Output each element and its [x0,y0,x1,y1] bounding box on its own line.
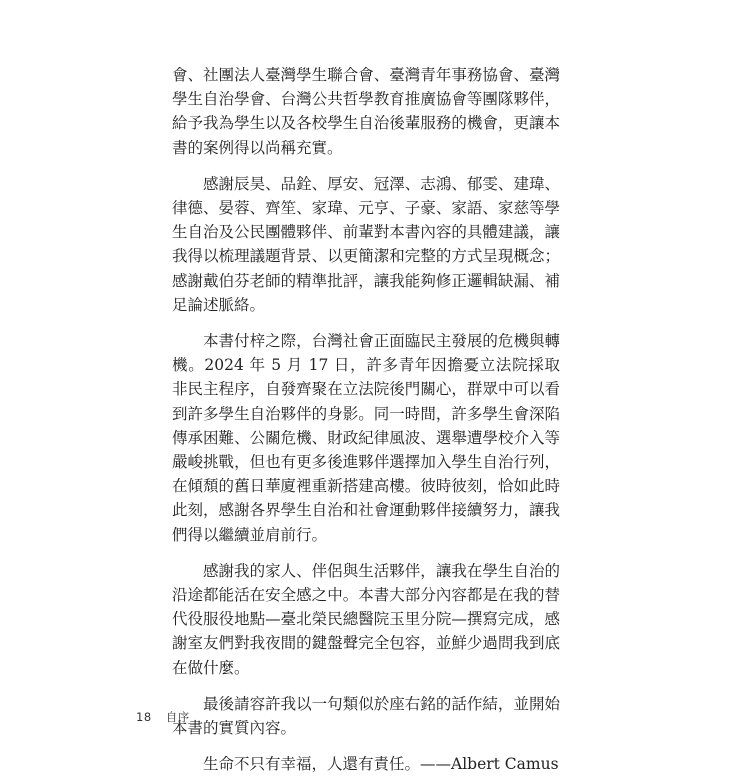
paragraph-closing: 最後請容許我以一句類似於座右銘的話作結，並開始本書的實質內容。 [172,694,560,738]
section-title: 自序 [165,710,190,724]
paragraph-acknowledgement-orgs: 會、社團法人臺灣學生聯合會、臺灣青年事務協會、臺灣學生自治學會、台灣公共哲學教育推廣協會等團隊夥伴，給予我為學生以及各校學生自治後輩服務的機會，更讓本書的案例得以尚稱充實。 [172,66,560,157]
body-text [172,63,560,776]
page-footer [136,709,190,725]
paragraph-acknowledgement-family: 感謝我的家人、伴侶與生活夥伴，讓我在學生自治的沿途都能活在安全感之中。本書大部分內容都是在我的替代役服役地點—臺北榮民總醫院玉里分院—撰寫完成，感謝室友們對我夜間的鍵盤聲完全包容，並鮮少過問我到底在做什麼。 [172,561,560,677]
page-number: 18 [136,710,152,724]
paragraph-democracy-context: 本書付梓之際，台灣社會正面臨民主發展的危機與轉機。2024 年 5 月 17 日，許多青年因擔憂立法院採取非民主程序，自發齊聚在立法院後門關心，群眾中可以看到許多學生自治夥伴的身影。同一時間，許多學生會深陷傳承困難、公關危機、財政紀律風波、選舉遭學校介入等嚴峻挑戰，但也有更多後進夥伴選擇加入學生自治行列，在傾頹的舊日華廈裡重新搭建高樓。彼時彼刻，恰如此時此刻，感謝各界學生自治和社會運動夥伴接續努力，讓我們得以繼續並肩前行。 [172,332,560,544]
paragraph-acknowledgement-peers: 感謝辰昊、品銓、厚安、冠澤、志鴻、郁雯、建瑋、律德、晏蓉、齊笙、家瑋、元亨、子豪、家語、家慈等學生自治及公民團體夥伴、前輩對本書內容的具體建議，讓我得以梳理議題背景、以更簡潔和完整的方式呈現概念；感謝戴伯芬老師的精準批評，讓我能夠修正邏輯缺漏、補足論述脈絡。 [172,174,560,314]
paragraph-quote: 生命不只有幸福，人還有責任。——Albert Camus [203,755,559,774]
